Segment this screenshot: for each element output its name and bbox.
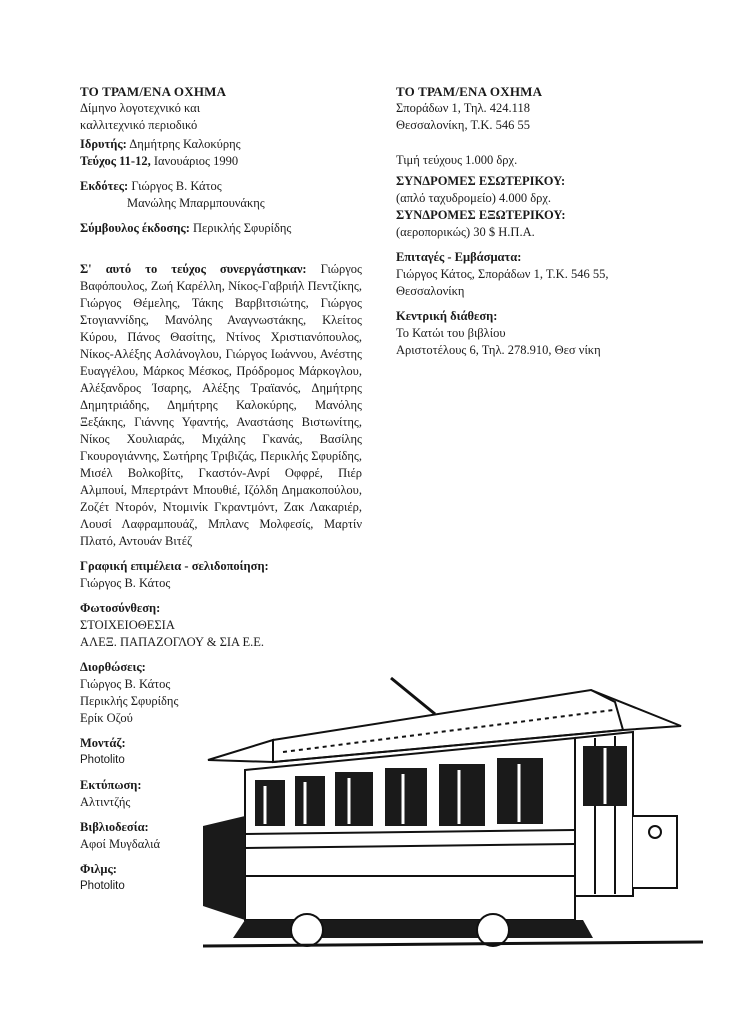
publishers-value-2: Μανώλης Μπαρμπουνάκης — [127, 196, 265, 210]
binding-label: Βιβλιοδεσία: — [80, 820, 149, 834]
founder-label: Ιδρυτής: — [80, 137, 127, 151]
issue-value: Ιανουάριος 1990 — [153, 154, 239, 168]
publishers-row — [80, 178, 362, 195]
magazine-description-line1: Δίμηνο λογοτεχνικό και — [80, 101, 201, 115]
distribution-block — [396, 308, 706, 359]
domestic-subscriptions-label: ΣΥΝΔΡΟΜΕΣ ΕΣΩΤΕΡΙΚΟΥ: — [396, 174, 566, 188]
masthead-right-column — [396, 83, 706, 367]
graphic-label: Γραφική επιμέλεια - σελιδοποίηση: — [80, 559, 269, 573]
contributors-paragraph — [80, 261, 362, 550]
graphic-value: Γιώργος Β. Κάτος — [80, 576, 171, 590]
founder-row — [80, 136, 362, 153]
magazine-title: ΤΟ ΤΡΑΜ/ΕΝΑ ΟΧΗΜΑ — [80, 84, 227, 99]
films-label: Φιλμς: — [80, 862, 117, 876]
films-value: Photolito — [80, 880, 125, 892]
contributors-text: Γιώργος Βαφόπουλος, Ζωή Καρέλλη, Νίκος-Γαβριήλ Πεντζίκης, Γιώργος Θέμελης, Τάκης Βαρβιτσιώτης, Γιώργος Στογιαννίδης, Μανόλης Αναγνωστάκης, Κλείτος Κύρου, Πάνος Θασίτης, Ντίνος Χριστιανόπουλος, Νίκος-Αλέξης Ασλάνογλου, Γιώργος Ιωάννου, Ανέστης Ευαγγέλου, Μάρκος Μέσκος, Πρόδρομος Μάρκογλου, Αλέξανδρος Ίσαρης, Αλέξης Τραϊανός, Δημήτρης Δημητριάδης, Δημήτρης Καλοκύρης, Μανόλης Ξεξάκης, Γιάννης Υφαντής, Αναστάσης Βιστωνίτης, Νίκος Χουλιαράς, Μιχάλης Γκανάς, Βασίλης Γκουρογιάννης, Σωτήρης Τριβιζάς, Περικλής Σφυρίδης, Μισέλ Βολκοβίτς, Γκαστόν-Ανρί Οφφρέ, Πιέρ Αλμπουί, Μπερτράντ Μπουθιέ, Ιζόλδη Δημακοπούλου, Ζοζέτ Ντορόν, Ντομινίκ Γκραντμόντ, Ζακ Λακαριέρ, Λουσί Λαφραμπουάζ, Μπλανς Μολφεσίς, Μαρτίν Πλατό, Αντουάν Βιτέζ — [80, 262, 362, 548]
address-line2: Θεσσαλονίκη, Τ.Κ. 546 55 — [396, 118, 530, 132]
address-title: ΤΟ ΤΡΑΜ/ΕΝΑ ΟΧΗΜΑ — [396, 84, 543, 99]
typesetting-label: Φωτοσύνθεση: — [80, 601, 161, 615]
foreign-subscriptions-block — [396, 207, 706, 241]
tram-illustration — [203, 676, 703, 954]
typesetting-value-2: ΑΛΕΞ. ΠΑΠΑΖΟΓΛΟΥ & ΣΙΑ Ε.Ε. — [80, 635, 264, 649]
publishers-label: Εκδότες: — [80, 179, 129, 193]
founder-value: Δημήτρης Καλοκύρης — [129, 137, 241, 151]
foreign-subscriptions-label: ΣΥΝΔΡΟΜΕΣ ΕΞΩΤΕΡΙΚΟΥ: — [396, 208, 566, 222]
distribution-value-1: Το Κατώι του βιβλίου — [396, 326, 506, 340]
issue-label: Τεύχος 11-12, — [80, 154, 151, 168]
contributors-label: Σ' αυτό το τεύχος συνεργάστηκαν: — [80, 262, 307, 276]
payments-label: Επιταγές - Εμβάσματα: — [396, 250, 522, 264]
typesetting-block — [80, 600, 362, 651]
graphic-block — [80, 558, 362, 592]
printing-label: Εκτύπωση: — [80, 778, 142, 792]
address-line1: Σποράδων 1, Τηλ. 424.118 — [396, 101, 530, 115]
proofreading-value-2: Περικλής Σφυρίδης — [80, 694, 179, 708]
publishers-value-1: Γιώργος Β. Κάτος — [131, 179, 222, 193]
advisor-row — [80, 220, 362, 237]
issue-row — [80, 153, 362, 170]
binding-value: Αφοί Μυγδαλιά — [80, 837, 161, 851]
domestic-subscriptions-value: (απλό ταχυδρομείο) 4.000 δρχ. — [396, 191, 552, 205]
foreign-subscriptions-value: (αεροπορικώς) 30 $ Η.Π.Α. — [396, 225, 535, 239]
printing-value: Αλτιντζής — [80, 795, 131, 809]
advisor-label: Σύμβουλος έκδοσης: — [80, 221, 190, 235]
address-block — [396, 83, 706, 134]
montage-value: Photolito — [80, 754, 125, 766]
montage-label: Μοντάζ: — [80, 736, 126, 750]
typesetting-value-1: ΣΤΟΙΧΕΙΟΘΕΣΙΑ — [80, 618, 175, 632]
distribution-value-2: Αριστοτέλους 6, Τηλ. 278.910, Θεσ νίκη — [396, 343, 601, 357]
payments-value-1: Γιώργος Κάτος, Σποράδων 1, Τ.Κ. 546 55, — [396, 267, 609, 281]
payments-block — [396, 249, 706, 300]
proofreading-value-1: Γιώργος Β. Κάτος — [80, 677, 171, 691]
advisor-value: Περικλής Σφυρίδης — [192, 221, 292, 235]
issue-price: Τιμή τεύχους 1.000 δρχ. — [396, 153, 518, 167]
proofreading-value-3: Ερίκ Οζού — [80, 711, 133, 725]
distribution-label: Κεντρική διάθεση: — [396, 309, 498, 323]
magazine-block — [80, 83, 362, 134]
payments-value-2: Θεσσαλονίκη — [396, 284, 465, 298]
magazine-description-line2: καλλιτεχνικό περιοδικό — [80, 118, 198, 132]
domestic-subscriptions-block — [396, 173, 706, 207]
proofreading-label: Διορθώσεις: — [80, 660, 146, 674]
